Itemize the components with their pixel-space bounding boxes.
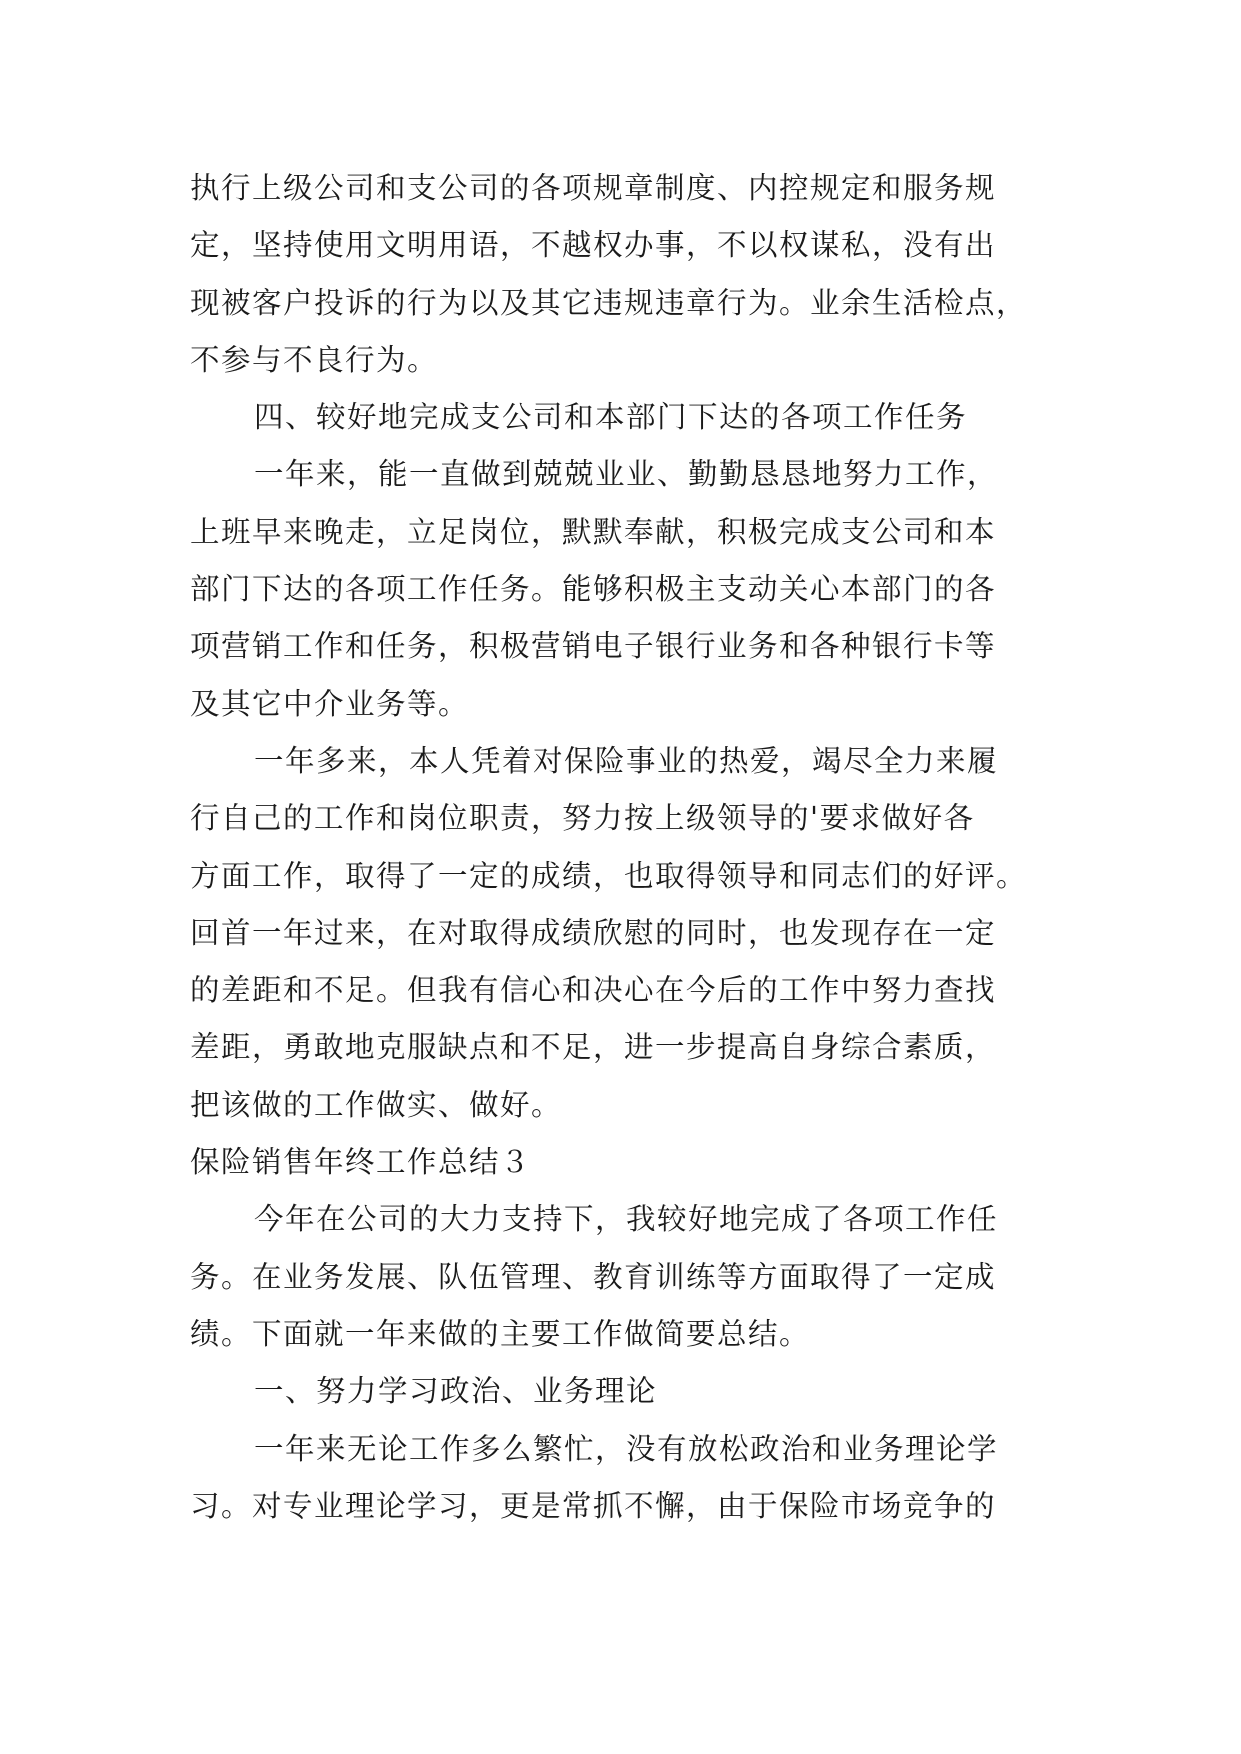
text-line: 行自己的工作和岗位职责，努力按上级领导的'要求做好各 — [190, 801, 975, 836]
document-body — [190, 160, 1070, 1535]
section-heading: 四、较好地完成支公司和本部门下达的各项工作任务 — [254, 400, 968, 435]
document-title: 保险销售年终工作总结３ — [190, 1145, 532, 1180]
text-line: 今年在公司的大力支持下，我较好地完成了各项工作任 — [254, 1202, 999, 1237]
section-heading: 一、努力学习政治、业务理论 — [254, 1374, 658, 1409]
text-line: 的差距和不足。但我有信心和决心在今后的工作中努力查找 — [190, 973, 997, 1008]
text-line: 一年来无论工作多么繁忙，没有放松政治和业务理论学 — [254, 1431, 999, 1466]
text-line: 回首一年过来，在对取得成绩欣慰的同时，也发现存在一定 — [190, 915, 997, 950]
text-line: 项营销工作和任务，积极营销电子银行业务和各种银行卡等 — [190, 629, 997, 664]
text-line: 执行上级公司和支公司的各项规章制度、内控规定和服务规 — [190, 171, 997, 205]
text-line: 部门下达的各项工作任务。能够积极主支动关心本部门的各 — [190, 572, 997, 607]
text-line: 把该做的工作做实、做好。 — [190, 1087, 563, 1122]
text-line: 差距，勇敢地克服缺点和不足，进一步提高自身综合素质， — [190, 1030, 997, 1065]
text-line: 习。对专业理论学习，更是常抓不懈，由于保险市场竞争的 — [190, 1488, 997, 1523]
text-line: 务。在业务发展、队伍管理、教育训练等方面取得了一定成 — [190, 1259, 997, 1294]
text-line: 方面工作，取得了一定的成绩，也取得领导和同志们的好评。 — [190, 858, 1028, 893]
text-line: 及其它中介业务等。 — [190, 686, 470, 721]
text-line: 绩。下面就一年来做的主要工作做简要总结。 — [190, 1316, 811, 1351]
text-line: 定，坚持使用文明用语，不越权办事，不以权谋私，没有出 — [190, 228, 997, 263]
text-line: 不参与不良行为。 — [190, 342, 439, 377]
text-line: 一年来，能一直做到兢兢业业、勤勤恳恳地努力工作， — [254, 457, 999, 492]
text-line: 上班早来晚走，立足岗位，默默奉献，积极完成支公司和本 — [190, 514, 997, 549]
text-line: 一年多来，本人凭着对保险事业的热爱，竭尽全力来履 — [254, 743, 999, 778]
text-line: 现被客户投诉的行为以及其它违规违章行为。业余生活检点， — [190, 285, 1028, 320]
